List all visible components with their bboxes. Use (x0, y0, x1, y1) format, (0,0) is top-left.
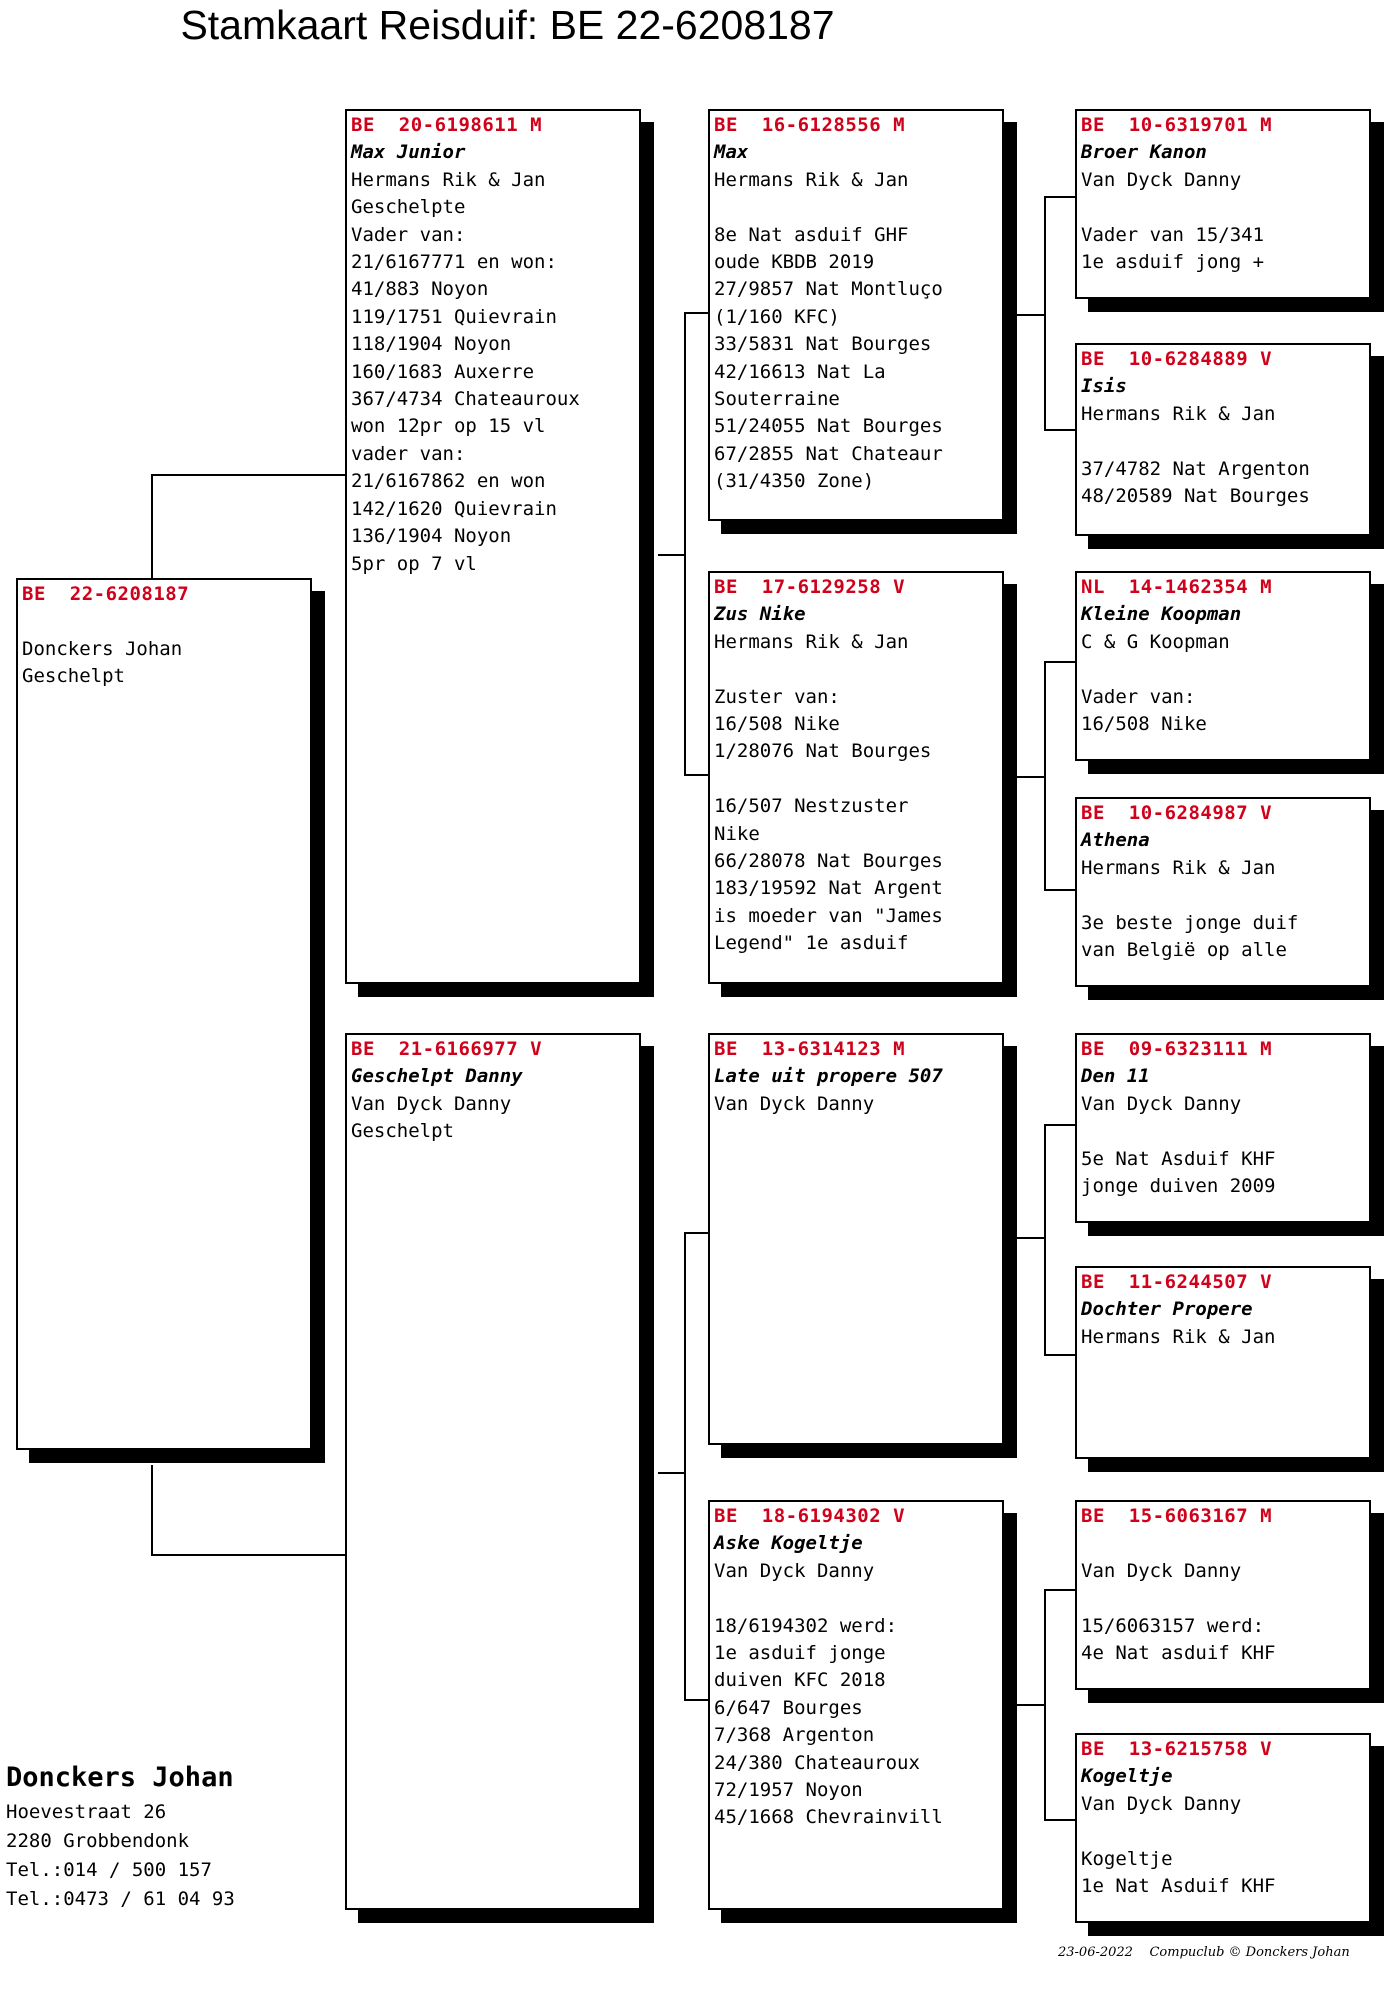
pigeon-info-line (1081, 194, 1365, 221)
ring-number: BE 17-6129258 V (714, 576, 906, 598)
ring-number: BE 13-6314123 M (714, 1038, 906, 1060)
pigeon-info-line: 142/1620 Quievrain (351, 497, 557, 520)
pigeon-info-line: 5pr op 7 vl (351, 552, 477, 575)
pigeon-info-line: Hermans Rik & Jan (714, 168, 909, 191)
pigeon-info-line: (1/160 KFC) (714, 305, 840, 328)
pigeon-info-line: 51/24055 Nat Bourges (714, 415, 943, 438)
pigeon-info-line: Geschelpt (22, 665, 125, 688)
pigeon-info-line (714, 766, 998, 793)
pigeon-info-line: Van Dyck Danny (1081, 1792, 1242, 1815)
pigeon-card-mmf (1075, 1500, 1371, 1690)
ring-number: BE 16-6128556 M (714, 114, 906, 136)
pigeon-info-line: Donckers Johan (22, 637, 183, 660)
pigeon-info-line: Hermans Rik & Jan (714, 630, 909, 653)
pigeon-info-line: 119/1751 Quievrain (351, 305, 557, 328)
pigeon-info-line: oude KBDB 2019 (714, 251, 875, 274)
pigeon-info-line: 183/19592 Nat Argent (714, 877, 943, 900)
pigeon-info-line: 41/883 Noyon (351, 278, 489, 301)
pigeon-info-line (1081, 1818, 1365, 1845)
pigeon-info-line: Hermans Rik & Jan (1081, 856, 1276, 879)
pigeon-info-line: 1e asduif jong + (1081, 251, 1265, 274)
pigeon-name: Max (714, 141, 749, 164)
pigeon-info-line: Hermans Rik & Jan (1081, 1325, 1276, 1348)
pigeon-info-line: vader van: (351, 442, 466, 465)
pigeon-name: Aske Kogeltje (714, 1532, 863, 1555)
ring-number: BE 13-6215758 V (1081, 1738, 1273, 1760)
footer-credit: 23-06-2022 Compuclub © Donckers Johan (1058, 1945, 1350, 1960)
pigeon-info-line: 72/1957 Noyon (714, 1779, 863, 1802)
ring-number: BE 09-6323111 M (1081, 1038, 1273, 1060)
pigeon-info-line: 15/6063157 werd: (1081, 1614, 1265, 1637)
ring-number: BE 10-6284889 V (1081, 348, 1273, 370)
pigeon-info-line: 48/20589 Nat Bourges (1081, 485, 1310, 508)
pigeon-info-line: 4e Nat asduif KHF (1081, 1642, 1276, 1664)
pigeon-info-line: (31/4350 Zone) (714, 470, 875, 493)
pigeon-info-line (714, 194, 998, 221)
pigeon-info-line: 5e Nat Asduif KHF (1081, 1147, 1276, 1170)
pigeon-info-line: Van Dyck Danny (1081, 1092, 1242, 1115)
ring-number: BE 22-6208187 (22, 583, 190, 605)
pigeon-info-line: 24/380 Chateauroux (714, 1751, 920, 1774)
pigeon-name: Broer Kanon (1081, 141, 1207, 164)
pigeon-info-line: Geschelpt (351, 1120, 454, 1143)
pigeon-info-line: C & G Koopman (1081, 630, 1230, 653)
pigeon-card-mmm (1075, 1733, 1371, 1923)
pigeon-info-line: Hermans Rik & Jan (351, 168, 546, 191)
pigeon-card-father-father (708, 109, 1004, 521)
pigeon-info-line: Legend" 1e asduif (714, 932, 909, 955)
pigeon-info-line: Vader van: (351, 223, 466, 246)
pigeon-name: Kleine Koopman (1081, 603, 1242, 626)
pigeon-info-line: 16/508 Nike (714, 713, 840, 736)
ring-number: BE 18-6194302 V (714, 1505, 906, 1527)
pigeon-info-line (1081, 428, 1365, 455)
pigeon-card-mother-father (708, 1033, 1004, 1445)
owner-name: Donckers Johan (6, 1762, 234, 1793)
pigeon-info-line (1081, 1585, 1365, 1612)
ring-number: BE 11-6244507 V (1081, 1271, 1273, 1293)
owner-city: 2280 Grobbendonk (6, 1830, 190, 1852)
pigeon-name (1081, 1530, 1365, 1557)
ring-number: BE 10-6284987 V (1081, 802, 1273, 824)
owner-phone: Tel.:014 / 500 157 (6, 1859, 212, 1881)
pigeon-info-line: 3e beste jonge duif (1081, 911, 1299, 934)
pigeon-info-line: 367/4734 Chateauroux (351, 388, 580, 411)
pigeon-card-subject (16, 578, 312, 1450)
owner-block (6, 1758, 235, 1914)
pigeon-info-line (1081, 656, 1365, 683)
pigeon-card-mother (345, 1033, 641, 1910)
pigeon-card-fmm (1075, 797, 1371, 987)
pigeon-info-line: van België op alle (1081, 939, 1287, 962)
pigeon-info-line: Kogeltje (1081, 1847, 1173, 1870)
ring-number: BE 21-6166977 V (351, 1038, 543, 1060)
pigeon-info-line: 18/6194302 werd: (714, 1614, 898, 1637)
pigeon-name: Dochter Propere (1081, 1298, 1253, 1321)
pigeon-card-father-mother (708, 571, 1004, 984)
pigeon-info-line: 160/1683 Auxerre (351, 360, 535, 383)
pigeon-card-fmf (1075, 571, 1371, 761)
pigeon-info-line: 37/4782 Nat Argenton (1081, 457, 1310, 480)
owner-address: Hoevestraat 26 (6, 1801, 167, 1823)
pigeon-info-line: 33/5831 Nat Bourges (714, 333, 932, 356)
pigeon-info-line: 42/16613 Nat La (714, 360, 886, 383)
pigeon-name: Zus Nike (714, 603, 806, 626)
pigeon-info-line: jonge duiven 2009 (1081, 1175, 1276, 1198)
pigeon-info-line: 45/1668 Chevrainvill (714, 1806, 943, 1829)
ring-number: BE 15-6063167 M (1081, 1505, 1273, 1527)
pigeon-card-mfm (1075, 1266, 1371, 1459)
pigeon-info-line (714, 1585, 998, 1612)
ring-number: BE 20-6198611 M (351, 114, 543, 136)
pigeon-info-line (1081, 882, 1365, 909)
ring-number: NL 14-1462354 M (1081, 576, 1273, 598)
pigeon-card-ffm (1075, 343, 1371, 536)
pigeon-info-line: 8e Nat asduif GHF (714, 223, 909, 246)
pigeon-info-line: Zuster van: (714, 685, 840, 708)
pigeon-info-line: 7/368 Argenton (714, 1724, 875, 1747)
pigeon-info-line: 1e Nat Asduif KHF (1081, 1875, 1276, 1898)
pigeon-info-line: Van Dyck Danny (351, 1092, 512, 1115)
pigeon-card-mff (1075, 1033, 1371, 1223)
pigeon-info-line: is moeder van "James (714, 904, 943, 927)
pigeon-card-mother-mother (708, 1500, 1004, 1910)
ring-number: BE 10-6319701 M (1081, 114, 1273, 136)
pigeon-info-line: 27/9857 Nat Montluço (714, 278, 943, 301)
pigeon-name: Isis (1081, 375, 1127, 398)
pigeon-info-line: 16/508 Nike (1081, 713, 1207, 736)
pigeon-info-line: 136/1904 Noyon (351, 525, 512, 548)
pigeon-info-line: Vader van: (1081, 685, 1196, 708)
pigeon-info-line: Hermans Rik & Jan (1081, 402, 1276, 425)
pigeon-info-line: 1e asduif jonge (714, 1642, 886, 1665)
pigeon-info-line (1081, 1118, 1365, 1145)
pigeon-card-father (345, 109, 641, 984)
pigeon-name: Geschelpt Danny (351, 1065, 523, 1088)
pigeon-info-line: 1/28076 Nat Bourges (714, 740, 932, 763)
pigeon-info-line (22, 608, 306, 635)
pigeon-info-line: won 12pr op 15 vl (351, 415, 546, 438)
pigeon-info-line: Van Dyck Danny (1081, 168, 1242, 191)
pigeon-name: Kogeltje (1081, 1765, 1173, 1788)
pigeon-info-line (714, 656, 998, 683)
pigeon-info-line: 6/647 Bourges (714, 1696, 863, 1719)
pigeon-info-line: duiven KFC 2018 (714, 1669, 886, 1692)
pigeon-info-line: 21/6167771 en won: (351, 251, 557, 274)
pigeon-info-line: Van Dyck Danny (1081, 1559, 1242, 1582)
pigeon-info-line: Vader van 15/341 (1081, 223, 1265, 246)
pigeon-info-line: 67/2855 Nat Chateaur (714, 442, 943, 465)
pigeon-info-line: 16/507 Nestzuster (714, 795, 909, 818)
pigeon-info-line: 118/1904 Noyon (351, 333, 512, 356)
pigeon-name: Athena (1081, 829, 1150, 852)
pigeon-info-line: 66/28078 Nat Bourges (714, 850, 943, 873)
pigeon-info-line: Geschelpte (351, 196, 466, 219)
pigeon-card-fff (1075, 109, 1371, 299)
pigeon-info-line: Van Dyck Danny (714, 1559, 875, 1582)
pigeon-info-line: 21/6167862 en won (351, 470, 546, 493)
owner-mobile: Tel.:0473 / 61 04 93 (6, 1888, 235, 1910)
pigeon-name: Max Junior (351, 141, 466, 164)
pigeon-info-line: Nike (714, 822, 760, 845)
pigeon-name: Late uit propere 507 (714, 1065, 943, 1088)
pigeon-info-line: Van Dyck Danny (714, 1092, 875, 1115)
page-title: Stamkaart Reisduif: BE 22-6208187 (180, 2, 835, 48)
pigeon-info-line: Souterraine (714, 388, 840, 411)
pigeon-name: Den 11 (1081, 1065, 1150, 1088)
